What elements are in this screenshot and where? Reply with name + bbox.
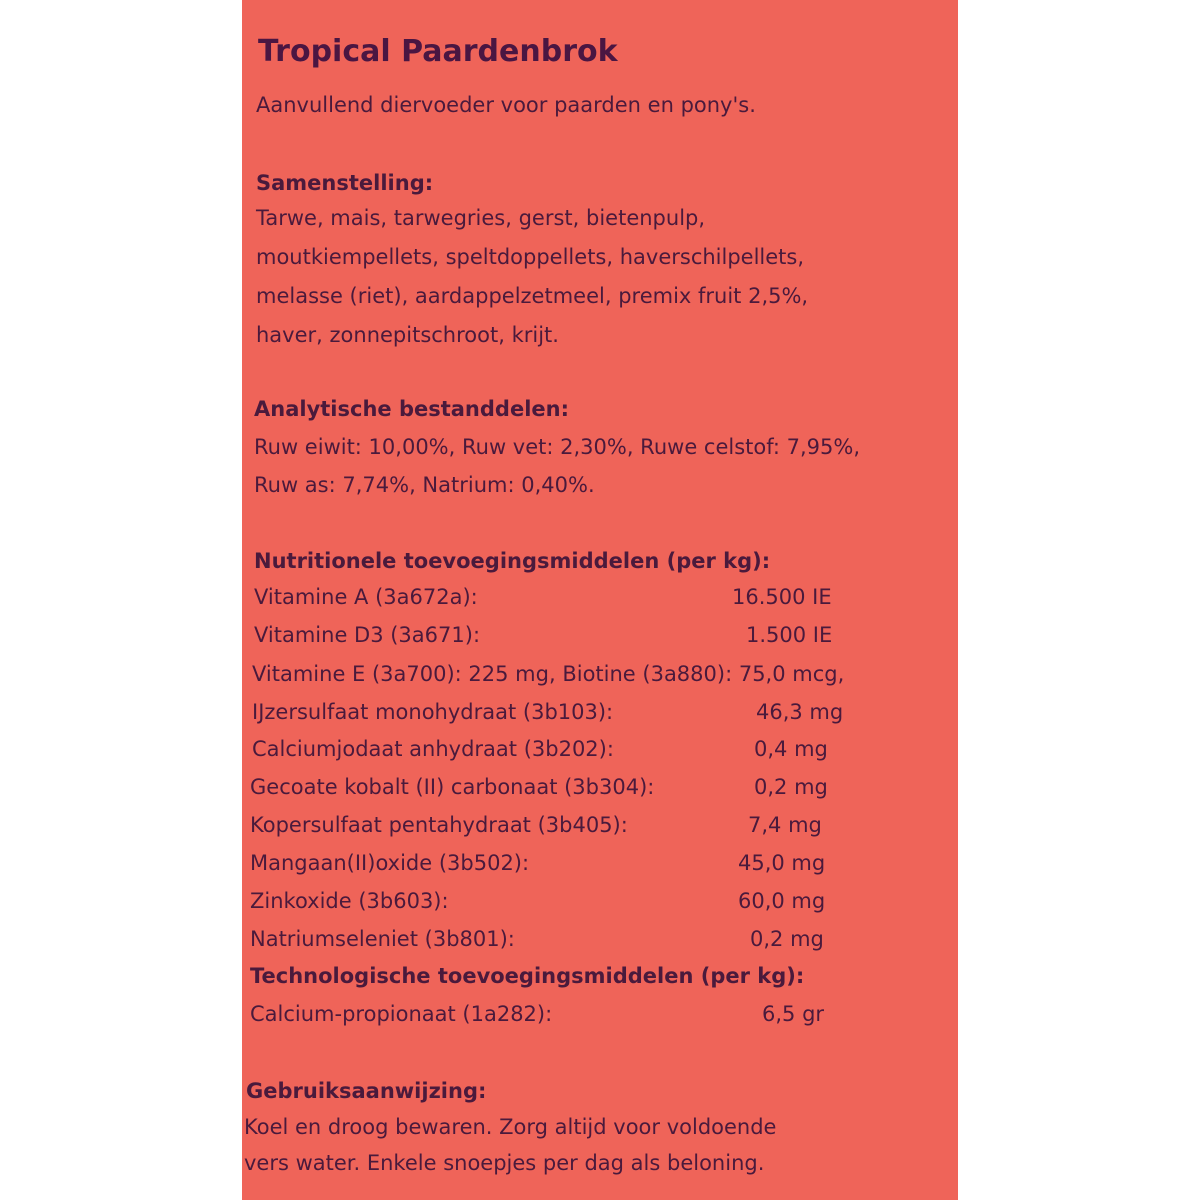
technological-heading: Technologische toevoegingsmiddelen (per kg): xyxy=(250,964,805,988)
nutrient-row xyxy=(242,659,958,689)
nutrient-value: 60,0 mg xyxy=(738,889,826,913)
analytics-line: Ruw eiwit: 10,00%, Ruw vet: 2,30%, Ruwe celstof: 7,95%, xyxy=(254,435,861,459)
nutrient-name: Gecoate kobalt (II) carbonaat (3b304): xyxy=(250,775,655,799)
nutrient-row xyxy=(242,734,958,764)
nutrient-name: Vitamine E (3a700): 225 mg, Biotine (3a880): 75,0 mcg, xyxy=(252,662,845,686)
nutritional-heading: Nutritionele toevoegingsmiddelen (per kg): xyxy=(254,549,771,573)
product-subtitle: Aanvullend diervoeder voor paarden en pony's. xyxy=(256,93,756,117)
nutrient-value: 16.500 IE xyxy=(732,585,832,609)
technological-row xyxy=(242,999,958,1029)
composition-line: melasse (riet), aardappelzetmeel, premix fruit 2,5%, xyxy=(256,284,809,308)
nutrient-value: 7,4 mg xyxy=(748,813,822,837)
nutrient-name: Natriumseleniet (3b801): xyxy=(250,927,515,951)
nutrient-value: 45,0 mg xyxy=(738,851,826,875)
nutrient-name: Vitamine A (3a672a): xyxy=(254,585,478,609)
nutrient-value: 0,2 mg xyxy=(750,927,824,951)
composition-line: Tarwe, mais, tarwegries, gerst, bietenpulp, xyxy=(256,206,706,230)
nutrient-name: IJzersulfaat monohydraat (3b103): xyxy=(252,700,614,724)
nutrient-value: 0,4 mg xyxy=(754,737,828,761)
nutrient-name: Vitamine D3 (3a671): xyxy=(254,623,481,647)
nutrient-row xyxy=(242,924,958,954)
usage-heading: Gebruiksaanwijzing: xyxy=(246,1079,487,1103)
analytics-heading: Analytische bestanddelen: xyxy=(254,397,569,421)
nutrient-row xyxy=(242,697,958,727)
composition-line: moutkiempellets, speltdoppellets, haverschilpellets, xyxy=(256,245,805,269)
nutrient-name: Mangaan(II)oxide (3b502): xyxy=(250,851,530,875)
nutrient-value: 0,2 mg xyxy=(754,775,828,799)
nutrient-row xyxy=(242,886,958,916)
nutrient-row xyxy=(242,810,958,840)
usage-line: Koel en droog bewaren. Zorg altijd voor voldoende xyxy=(244,1115,777,1139)
nutrient-row xyxy=(242,848,958,878)
nutrient-row xyxy=(242,772,958,802)
nutrient-value: 1.500 IE xyxy=(746,623,833,647)
technological-value: 6,5 gr xyxy=(762,1002,825,1026)
nutrient-name: Kopersulfaat pentahydraat (3b405): xyxy=(250,813,628,837)
composition-heading: Samenstelling: xyxy=(256,171,434,195)
analytics-line: Ruw as: 7,74%, Natrium: 0,40%. xyxy=(254,473,595,497)
technological-name: Calcium-propionaat (1a282): xyxy=(250,1002,553,1026)
product-title: Tropical Paardenbrok xyxy=(258,34,618,69)
nutrient-row xyxy=(242,620,958,650)
composition-line: haver, zonnepitschroot, krijt. xyxy=(256,323,559,347)
nutrient-row xyxy=(242,582,958,612)
nutrient-name: Calciumjodaat anhydraat (3b202): xyxy=(252,737,614,761)
product-label xyxy=(242,0,958,1200)
usage-line: vers water. Enkele snoepjes per dag als beloning. xyxy=(244,1151,765,1175)
nutrient-name: Zinkoxide (3b603): xyxy=(250,889,449,913)
nutrient-value: 46,3 mg xyxy=(756,700,844,724)
